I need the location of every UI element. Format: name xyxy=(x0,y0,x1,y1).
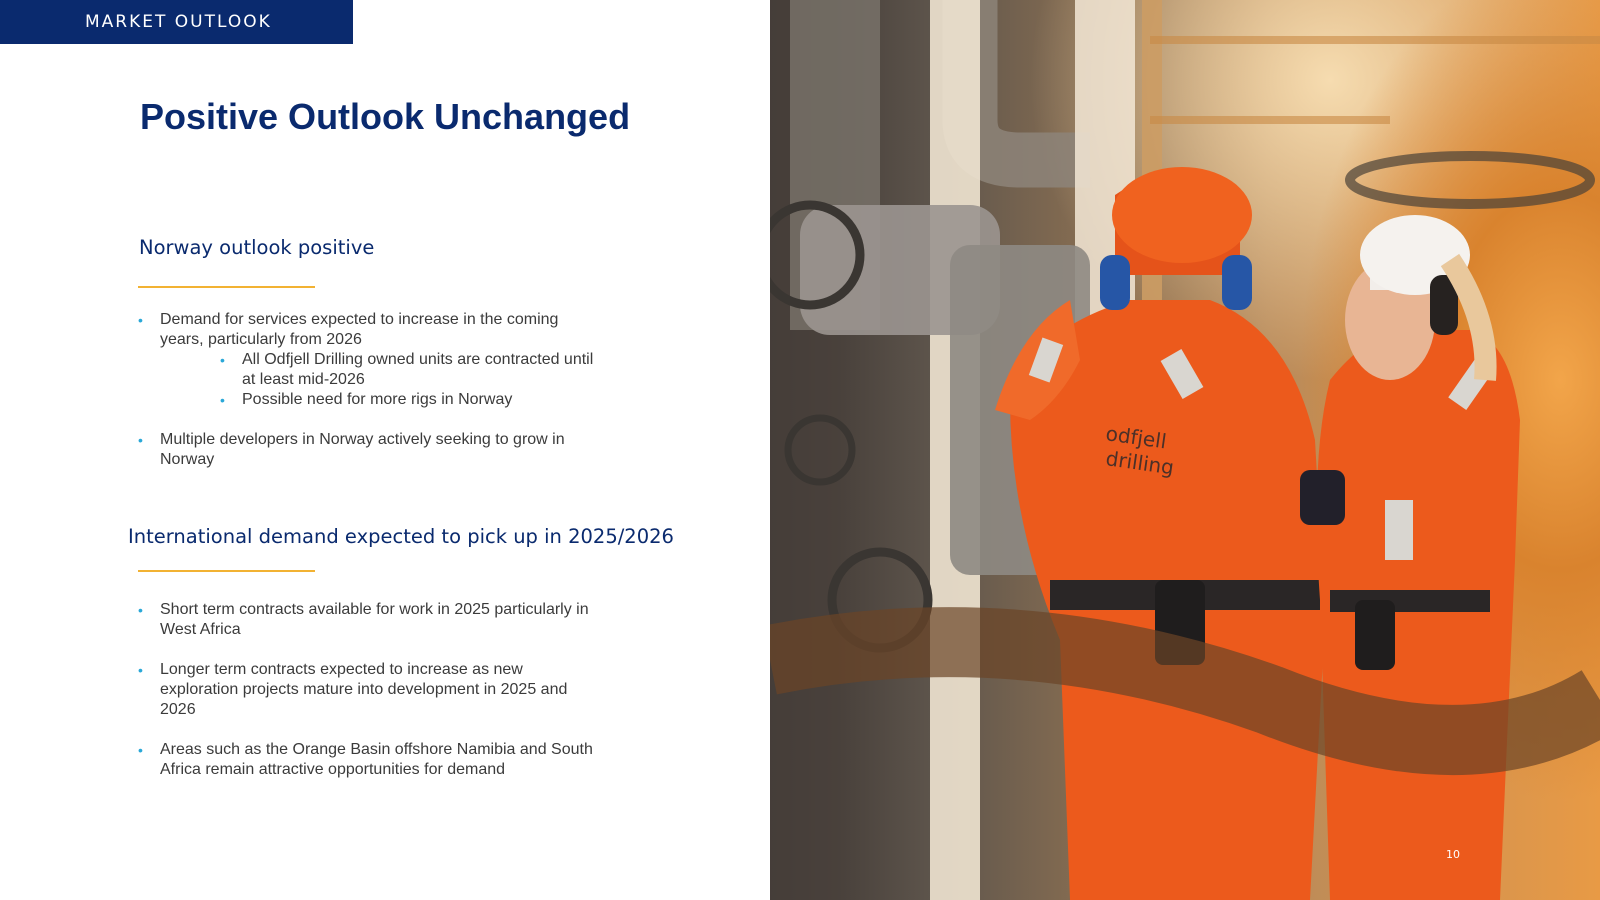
list-item: • Longer term contracts expected to increase as new exploration projects mature into development in 2025 and 2026 xyxy=(138,660,598,720)
international-bullet-list xyxy=(138,600,598,780)
page-number: 10 xyxy=(1446,848,1460,861)
coverall-logo-line1: odfjell xyxy=(1104,421,1169,454)
section-rule-international xyxy=(138,570,315,572)
section-heading-norway: Norway outlook positive xyxy=(139,236,375,259)
coverall-logo-line2: drilling xyxy=(1104,446,1176,480)
hero-photo xyxy=(770,0,1600,900)
list-item: • Areas such as the Orange Basin offshore Namibia and South Africa remain attractive opportunities for demand xyxy=(138,740,598,780)
list-item: • Short term contracts available for work in 2025 particularly in West Africa xyxy=(138,600,598,640)
page-title: Positive Outlook Unchanged xyxy=(140,96,631,137)
section-heading-international: International demand expected to pick up in 2025/2026 xyxy=(128,525,674,548)
list-item: • All Odfjell Drilling owned units are contracted until at least mid-2026 xyxy=(220,350,598,390)
list-item: • Possible need for more rigs in Norway xyxy=(220,390,598,410)
section-rule-norway xyxy=(138,286,315,288)
list-item: • Demand for services expected to increase in the coming years, particularly from 2026 • All Odfjell Drilling owned units are contracted until at least mid-2026 • Possible need for more rigs in Norway xyxy=(138,310,598,410)
photo-illustration xyxy=(770,0,1600,900)
norway-bullet-list xyxy=(138,310,598,470)
list-item: • Multiple developers in Norway actively seeking to grow in Norway xyxy=(138,430,598,470)
sub-bullet-list xyxy=(160,350,598,410)
section-tag: MARKET OUTLOOK xyxy=(0,0,353,44)
